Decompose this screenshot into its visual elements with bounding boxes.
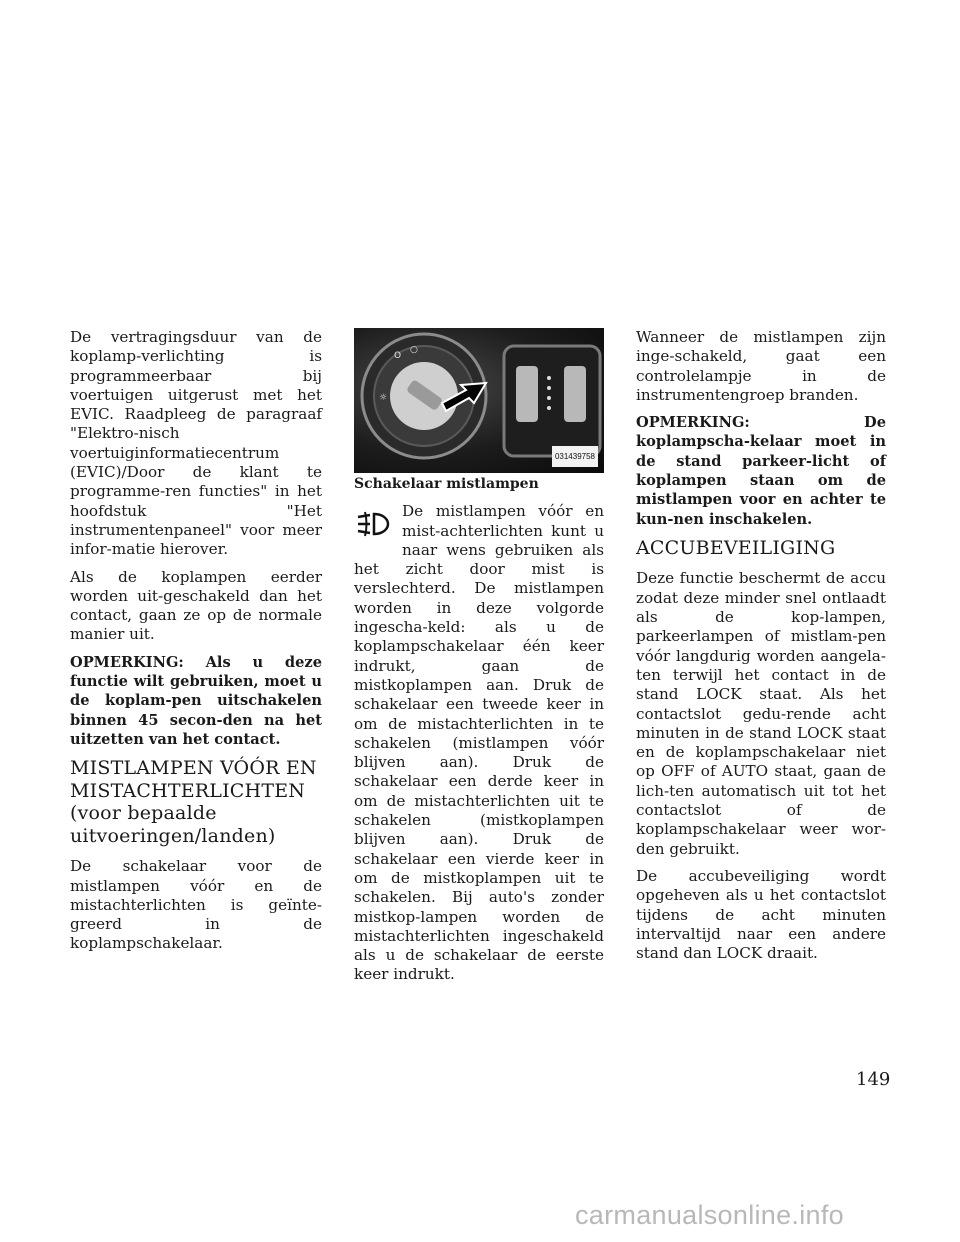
svg-text:O: O [394, 351, 402, 361]
paragraph-early-off: Als de koplampen eerder worden uit-geschakeld dan het contact, gaan ze op de normale manier uit. [70, 567, 322, 644]
paragraph-indicator: Wanneer de mistlampen zijn inge-schakeld, gaat een controlelampje in de instrumentengroep branden. [636, 328, 886, 404]
paragraph-battery-saver: Deze functie beschermt de accu zodat deze minder snel ontlaadt als de kop-lampen, parkeerlampen of mistlam-pen vóór langdurig worden aangela-ten terwijl het contact in de stand LOCK staat. Als het contactslot gedu-rende acht minuten in de stand LOCK staat en de koplampschakelaar niet op OFF of AUTO staat, gaan de lich-ten automatisch uit tot het contactslot of de koplampschakelaar weer wor-den gebruikt. [636, 569, 886, 858]
fog-lamp-switch-photo [354, 328, 604, 473]
note-switch-position: OPMERKING: De koplampscha-kelaar moet in de stand parkeer-licht of koplampen staan om de mistlampen voor en achter te kun-nen inschakelen. [636, 414, 886, 528]
paragraph-switch-integrated: De schakelaar voor de mistlampen vóór en de mistachterlichten is geïnte-greerd in de koplampschakelaar. [70, 857, 322, 953]
svg-text:☼: ☼ [379, 393, 388, 403]
heading-line: (voor bepaalde [70, 802, 217, 825]
paragraph-delay: De vertragingsduur van de koplamp-verlichting is programmeerbaar bij voertuigen uitgerust met het EVIC. Raadpleeg de paragraaf "Elektro-nisch voertuiginformatiecentrum (EVIC)/Door de klant te programme-ren functies" in het hoofdstuk "Het instrumentenpaneel" voor meer infor-matie hierover. [70, 328, 322, 559]
page-number: 149 [856, 1069, 891, 1090]
fog-lamp-paragraph [354, 502, 604, 984]
svg-text:○: ○ [410, 345, 418, 355]
note-45-seconds: OPMERKING: Als u deze functie wilt gebruiken, moet u de koplam-pen uitschakelen binnen 45 secon-den na het uitzetten van het contact. [70, 653, 322, 748]
paragraph-fog-sequence: De mistlampen vóór en mist-achterlichten kunt u naar wens gebruiken als het zicht door mist is verslechterd. De mistlampen worden in deze volgorde ingescha-keld: als u de koplampschakelaar één keer indrukt, gaan de mistkoplampen aan. Druk de schakelaar een tweede keer in om de mistachterlichten in te schakelen (mistlampen vóór blijven aan). Druk de schakelaar een derde keer in om de mistachterlichten uit te schakelen (mistkoplampen blijven aan). Druk de schakelaar een vierde keer in om de mistkoplampen uit te schakelen. Bij auto's zonder mistkop-lampen worden de mistachterlichten ingeschakeld als u de schakelaar de eerste keer indrukt. [354, 502, 604, 984]
section-heading-battery-saver: ACCUBEVEILIGING [636, 536, 836, 559]
paragraph-battery-cancel: De accubeveiliging wordt opgeheven als u het contactslot tijdens de acht minuten intervaltijd naar een andere stand dan LOCK draait. [636, 866, 886, 963]
watermark: carmanualsonline.info [575, 1200, 844, 1230]
heading-line: uitvoeringen/landen) [70, 824, 276, 847]
fog-lamp-icon [354, 504, 394, 544]
photo-caption: Schakelaar mistlampen [354, 476, 539, 492]
column-left [70, 328, 322, 962]
column-middle [354, 328, 604, 993]
section-heading-fog-lamps [70, 757, 322, 847]
heading-line: MISTLAMPEN VÓÓR EN [70, 757, 317, 780]
column-right [636, 328, 886, 971]
heading-line: MISTACHTERLICHTEN [70, 779, 306, 802]
photo-code: 031439758 [552, 446, 598, 467]
